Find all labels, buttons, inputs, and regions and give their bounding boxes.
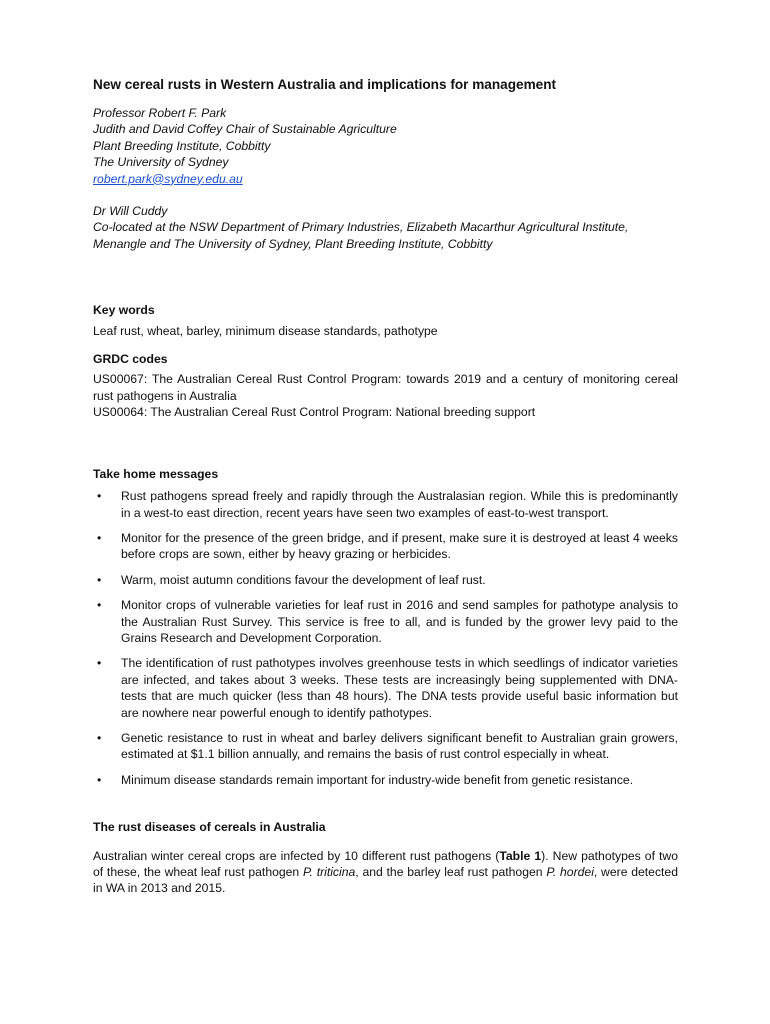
list-item: • Minimum disease standards remain important for industry-wide benefit from genetic resistance. <box>97 772 634 787</box>
take-home-heading: Take home messages <box>93 466 219 481</box>
bullet-icon: • <box>97 772 102 787</box>
author2-affiliation-line2: Menangle and The University of Sydney, Plant Breeding Institute, Cobbitty <box>93 236 493 251</box>
bullet-icon: • <box>97 656 102 671</box>
keywords-text: Leaf rust, wheat, barley, minimum disease standards, pathotype <box>93 323 438 338</box>
author1-name: Professor Robert F. Park <box>93 106 227 120</box>
grdc-heading: GRDC codes <box>93 352 168 367</box>
rust-diseases-section <box>93 819 678 897</box>
bullet-icon: • <box>97 598 102 613</box>
author1-block <box>93 105 678 187</box>
bullet-icon: • <box>97 572 102 587</box>
rust-diseases-heading: The rust diseases of cereals in Australia <box>93 820 326 835</box>
document-page <box>93 76 678 897</box>
list-item: • Rust pathogens spread freely and rapidly through the Australasian region. While this is predominantly in a west-to east direction, recent years have seen two examples of east-to-west transport. <box>97 489 678 520</box>
table-reference: Table 1 <box>499 848 542 863</box>
list-item: • Warm, moist autumn conditions favour the development of leaf rust. <box>97 572 486 587</box>
author1-institute: Plant Breeding Institute, Cobbitty <box>93 138 271 153</box>
rust-diseases-paragraph: Australian winter cereal crops are infected by 10 different rust pathogens (Table 1). New pathotypes of two of these, the wheat leaf rust pathogen P. triticina, and the barley leaf rust pathogen P. hordei, were detected in WA in 2013 and 2015. <box>93 848 678 896</box>
bullet-icon: • <box>97 730 102 745</box>
take-home-list <box>93 488 678 788</box>
author2-block <box>93 203 678 252</box>
author1-email-link[interactable]: robert.park@sydney.edu.au <box>93 171 243 186</box>
paper-title: New cereal rusts in Western Australia and implications for management <box>93 77 557 92</box>
author1-university: The University of Sydney <box>93 155 229 170</box>
keywords-section <box>93 302 678 339</box>
list-item: • Genetic resistance to rust in wheat and barley delivers significant benefit to Australian grain growers, estimated at $1.1 billion annually, and remains the basis of rust control especially in wheat. <box>97 730 678 762</box>
author2-name: Dr Will Cuddy <box>93 204 168 219</box>
author2-affiliation-line1: Co-located at the NSW Department of Primary Industries, Elizabeth Macarthur Agricultural Institute, <box>93 220 629 235</box>
grdc-code-2: US00064: The Australian Cereal Rust Control Program: National breeding support <box>93 405 536 420</box>
bullet-icon: • <box>97 489 102 504</box>
grdc-section <box>93 351 678 421</box>
list-item: • Monitor for the presence of the green bridge, and if present, make sure it is destroyed at least 4 weeks before crops are sown, either by heavy grazing or herbicides. <box>97 530 678 562</box>
take-home-section <box>93 466 678 789</box>
list-item: • The identification of rust pathotypes involves greenhouse tests in which seedlings of indicator varieties are infected, and takes about 3 weeks. These tests are increasingly being supplemented with DNA-tests that are much quicker (less than 48 hours). The DNA tests provide useful basic information but are nowhere near powerful enough to identify pathotypes. <box>97 656 678 720</box>
author1-chair: Judith and David Coffey Chair of Sustainable Agriculture <box>93 122 397 137</box>
bullet-icon: • <box>97 530 102 545</box>
grdc-code-1: US00067: The Australian Cereal Rust Control Program: towards 2019 and a century of monitoring cereal rust pathogens in Australia <box>93 372 678 403</box>
keywords-heading: Key words <box>93 303 155 318</box>
list-item: • Monitor crops of vulnerable varieties for leaf rust in 2016 and send samples for pathotype analysis to the Australian Rust Survey. This service is free to all, and is funded by the grower levy paid to the Grains Research and Development Corporation. <box>97 598 678 645</box>
